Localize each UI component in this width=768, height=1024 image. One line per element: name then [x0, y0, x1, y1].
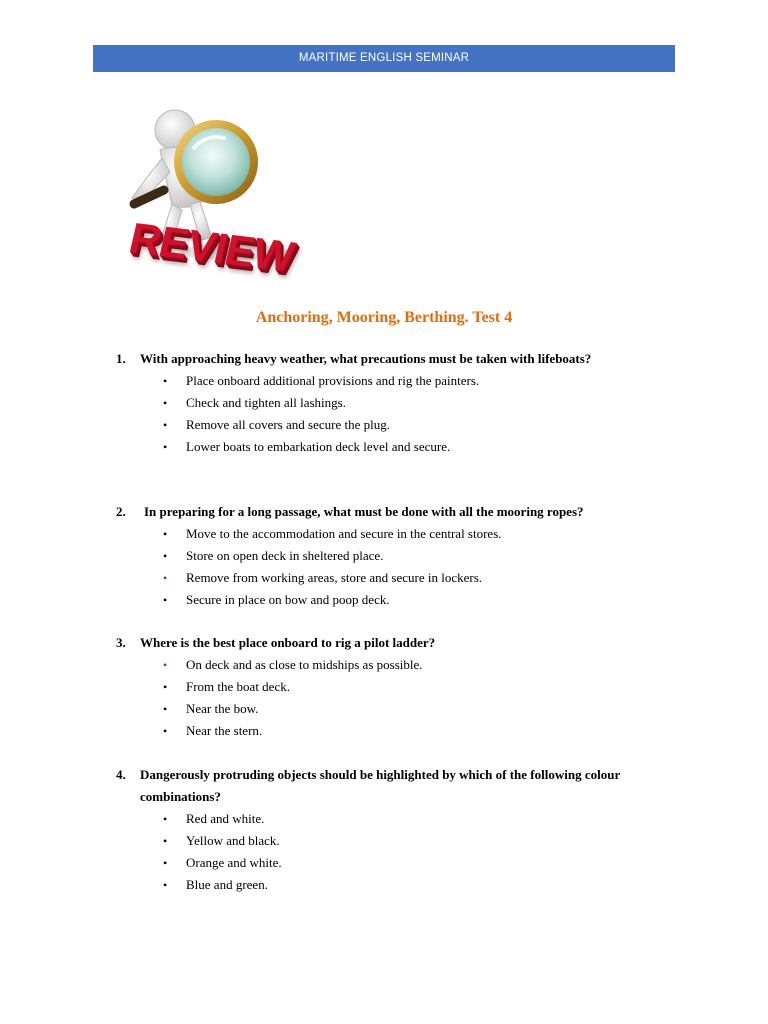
bullet-icon: • [163, 396, 168, 410]
answer-options [116, 370, 676, 458]
answer-option: • Near the stern. [116, 720, 676, 742]
question-text: 2. In preparing for a long passage, what must be done with all the mooring ropes? [116, 501, 676, 523]
answer-option: • Remove all covers and secure the plug. [116, 414, 676, 436]
bullet-icon: • [163, 571, 168, 585]
bullet-icon: • [163, 724, 168, 738]
question-text: 4. Dangerously protruding objects should be highlighted by which of the following colour combinations? [116, 764, 676, 808]
answer-option: • Red and white. [116, 808, 676, 830]
page-title: Anchoring, Mooring, Berthing. Test 4 [255, 309, 513, 326]
question-number: 3. [116, 635, 126, 650]
answer-options [116, 808, 676, 896]
bullet-icon: • [163, 549, 168, 563]
bullet-icon: • [163, 878, 168, 892]
answer-option: • Yellow and black. [116, 830, 676, 852]
question-2 [116, 501, 676, 611]
header-bar: MARITIME ENGLISH SEMINAR [93, 45, 675, 72]
question-4 [116, 764, 676, 896]
question-1 [116, 348, 676, 458]
question-text: 1. With approaching heavy weather, what precautions must be taken with lifeboats? [116, 348, 676, 370]
bullet-icon: • [163, 702, 168, 716]
answer-option: • Blue and green. [116, 874, 676, 896]
answer-option: • Orange and white. [116, 852, 676, 874]
question-number: 4. [116, 767, 126, 782]
answer-option: • Lower boats to embarkation deck level and secure. [116, 436, 676, 458]
answer-option: • Place onboard additional provisions and rig the painters. [116, 370, 676, 392]
answer-option: • Near the bow. [116, 698, 676, 720]
review-illustration [120, 92, 335, 292]
bullet-icon: • [163, 527, 168, 541]
bullet-icon: • [163, 374, 168, 388]
question-3 [116, 632, 676, 742]
answer-option: • Remove from working areas, store and secure in lockers. [116, 567, 676, 589]
bullet-icon: • [163, 856, 168, 870]
bullet-icon: • [163, 812, 168, 826]
bullet-icon: • [163, 440, 168, 454]
bullet-icon: • [163, 593, 168, 607]
answer-option: • On deck and as close to midships as possible. [116, 654, 676, 676]
bullet-icon: • [163, 658, 168, 672]
bullet-icon: • [163, 418, 168, 432]
question-number: 1. [116, 351, 126, 366]
answer-options [116, 654, 676, 742]
bullet-icon: • [163, 680, 168, 694]
answer-option: • Check and tighten all lashings. [116, 392, 676, 414]
answer-option: • Secure in place on bow and poop deck. [116, 589, 676, 611]
bullet-icon: • [163, 834, 168, 848]
answer-option: • From the boat deck. [116, 676, 676, 698]
answer-option: • Move to the accommodation and secure in the central stores. [116, 523, 676, 545]
answer-option: • Store on open deck in sheltered place. [116, 545, 676, 567]
question-text: 3. Where is the best place onboard to rig a pilot ladder? [116, 632, 676, 654]
magnifying-glass-icon [134, 120, 258, 204]
question-number: 2. [116, 504, 126, 519]
answer-options [116, 523, 676, 611]
review-word: REVIEW [124, 214, 298, 282]
